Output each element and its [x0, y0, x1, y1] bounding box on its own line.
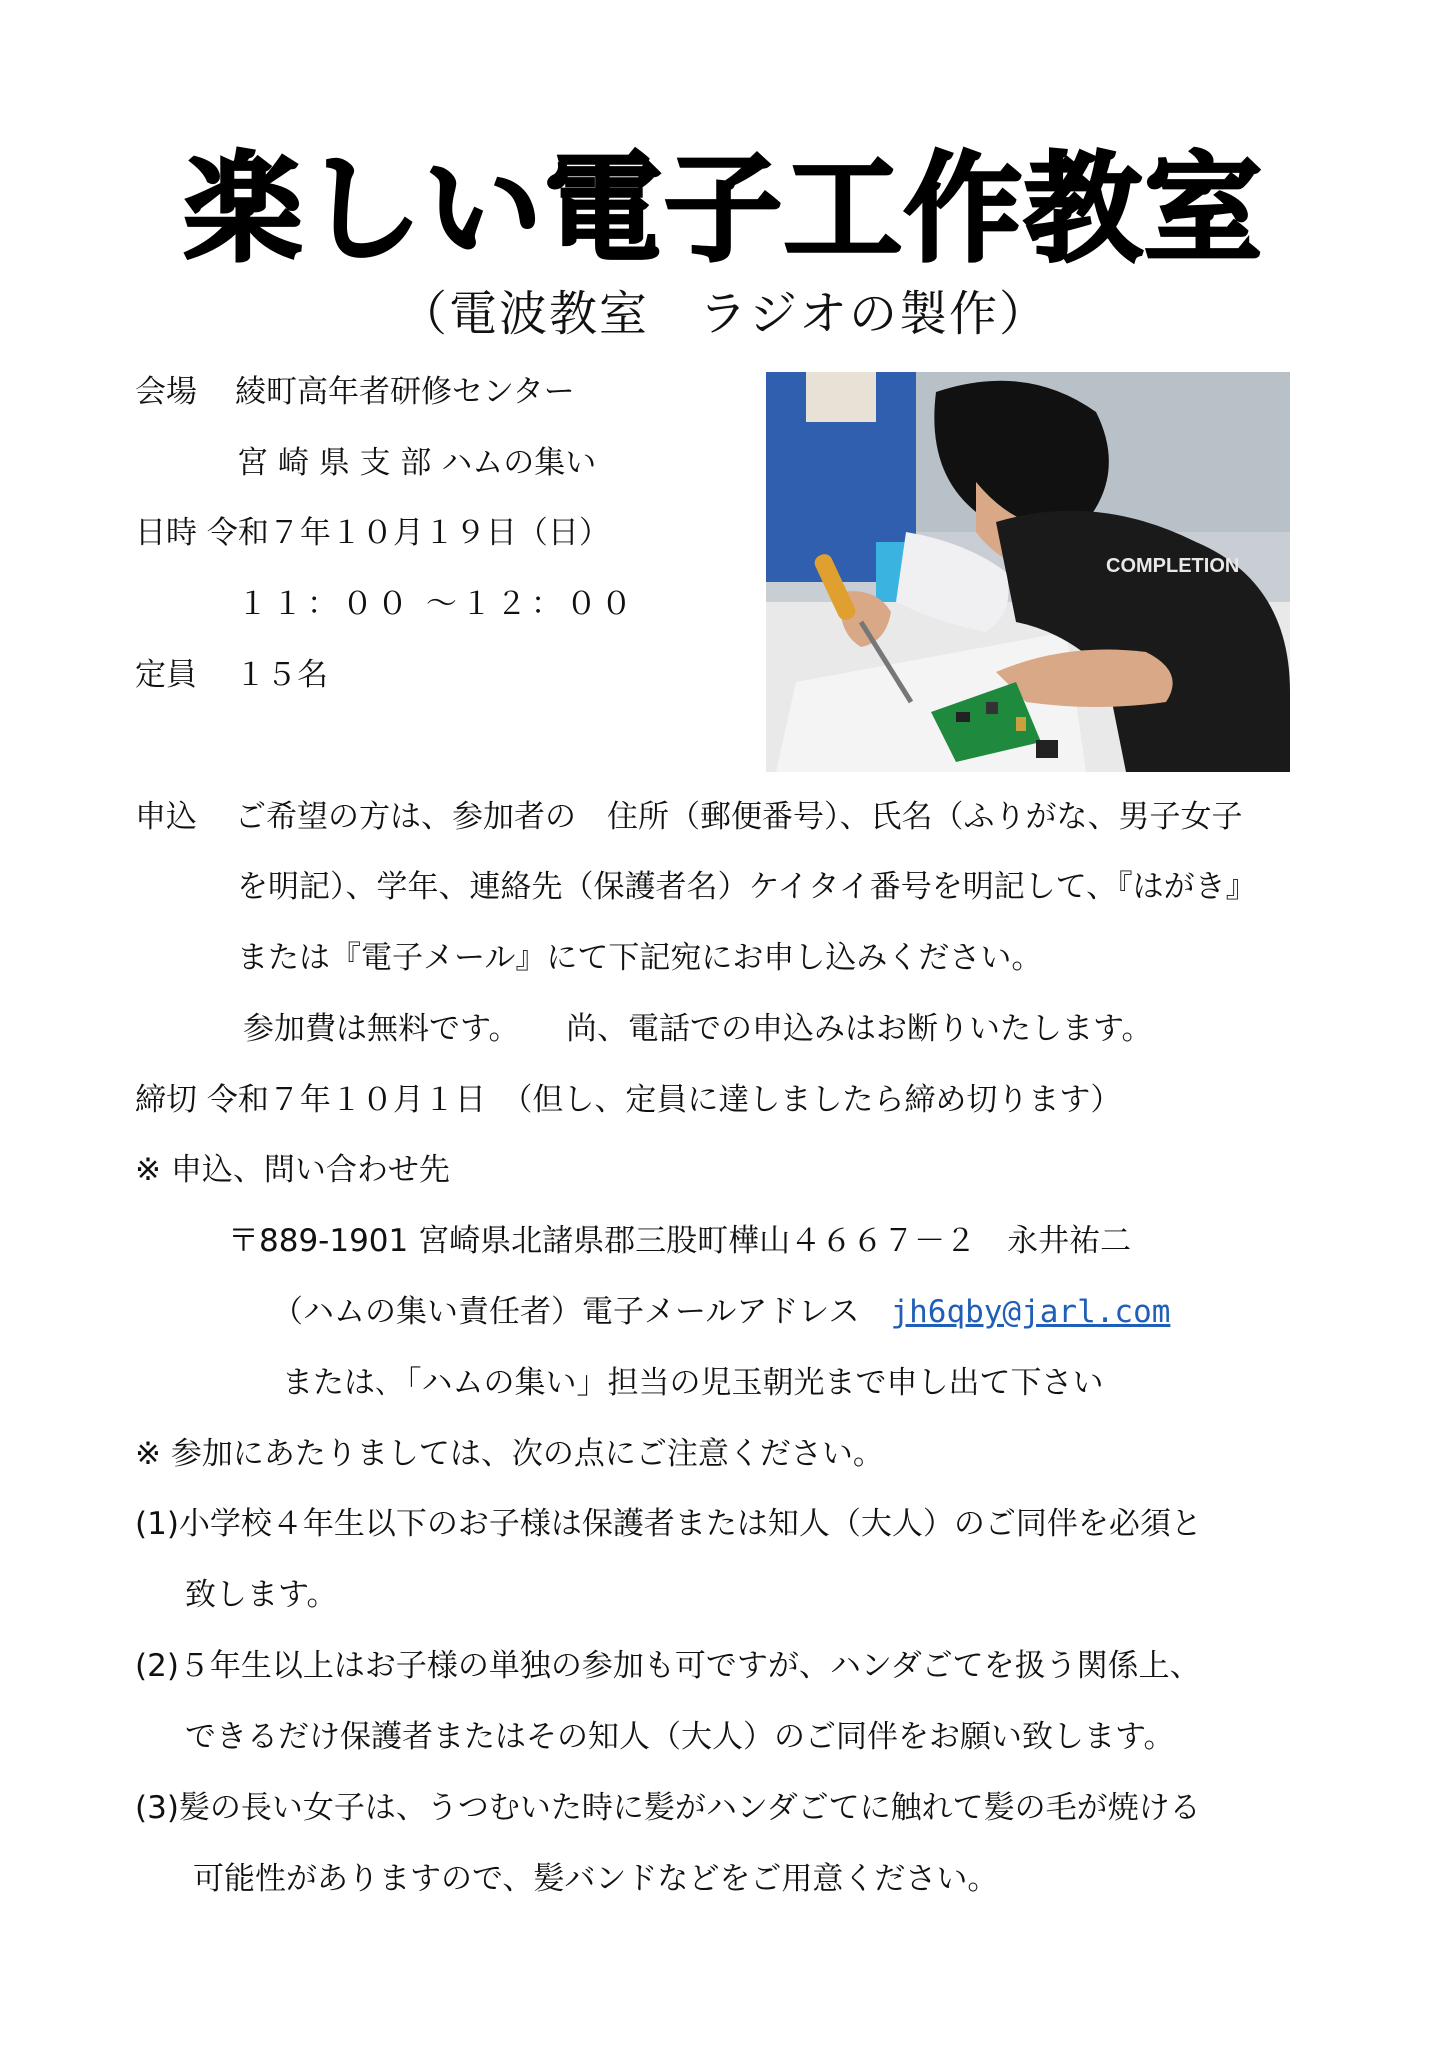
application-label: 申込 [135, 799, 197, 835]
note-text: 小学校４年生以下のお子様は保護者または知人（大人）のご同伴を必須と [178, 1506, 1202, 1542]
application-line-2: を明記）、学年、連絡先（保護者名）ケイタイ番号を明記して、『はがき』 [237, 869, 1257, 905]
capacity-label: 定員 [135, 657, 197, 693]
note-number: (1) [135, 1506, 179, 1542]
note-item-3 [135, 1790, 1201, 1826]
note-item-1-cont: 致します。 [185, 1577, 338, 1613]
deadline-label: 締切 [135, 1082, 197, 1118]
datetime-row [135, 515, 610, 551]
note-text: ５年生以上はお子様の単独の参加も可ですが、ハンダごてを扱う関係上、 [178, 1648, 1201, 1684]
note-item-1 [135, 1506, 1202, 1542]
contact-address: 〒889-1901 宮崎県北諸県郡三股町樺山４６６７－２ 永井祐二 [228, 1223, 1132, 1259]
shirt-text: COMPLETION [1106, 555, 1240, 577]
email-label: （ハムの集い責任者）電子メールアドレス [272, 1294, 860, 1330]
note-number: (3) [135, 1790, 179, 1826]
capacity-value: １５名 [235, 657, 328, 693]
application-line-3: または『電子メール』にて下記宛にお申し込みください。 [237, 940, 1043, 976]
application-line-1: ご希望の方は、参加者の 住所（郵便番号）、氏名（ふりがな、男子女子 [235, 799, 1243, 835]
page-title: 楽しい電子工作教室 [183, 140, 1264, 278]
workshop-photo [766, 372, 1290, 772]
application-row [135, 799, 1243, 835]
venue-label: 会場 [135, 374, 197, 410]
note-text: 髪の長い女子は、うつむいた時に髪がハンダごてに触れて髪の毛が焼ける [178, 1790, 1201, 1826]
note-item-3-cont: 可能性がありますので、髪バンドなどをご用意ください。 [193, 1861, 999, 1897]
notes-heading: ※ 参加にあたりましては、次の点にご注意ください。 [135, 1436, 884, 1472]
note-item-2-cont: できるだけ保護者またはその知人（大人）のご同伴をお願い致します。 [185, 1719, 1175, 1755]
datetime-label: 日時 [135, 515, 197, 551]
email-link[interactable]: jh6qby@jarl.com [890, 1294, 1171, 1330]
venue-value: 綾町高年者研修センター [235, 374, 575, 410]
datetime-time: １１：００ ～１２：００ [237, 586, 636, 622]
contact-heading: ※ 申込、問い合わせ先 [135, 1152, 450, 1188]
contact-alt: または､「ハムの集い」担当の児玉朝光まで申し出て下さい [282, 1365, 1104, 1401]
page-subtitle: （電波教室 ラジオの製作） [398, 286, 1049, 342]
venue-event: 宮 崎 県 支 部 ハムの集い [237, 445, 597, 481]
datetime-value: 令和７年１０月１９日（日） [206, 515, 610, 551]
fee-note: 参加費は無料です。 尚、電話での申込みはお断りいたします。 [243, 1011, 1153, 1047]
venue-row [135, 374, 575, 410]
child-soldering-image [766, 372, 1290, 772]
note-number: (2) [135, 1648, 179, 1684]
deadline-value: 令和７年１０月１日 （但し、定員に達しましたら締め切ります） [206, 1082, 1122, 1118]
deadline-row [135, 1082, 1122, 1118]
note-item-2 [135, 1648, 1201, 1684]
capacity-row [135, 657, 328, 693]
contact-email-row [272, 1294, 1171, 1330]
